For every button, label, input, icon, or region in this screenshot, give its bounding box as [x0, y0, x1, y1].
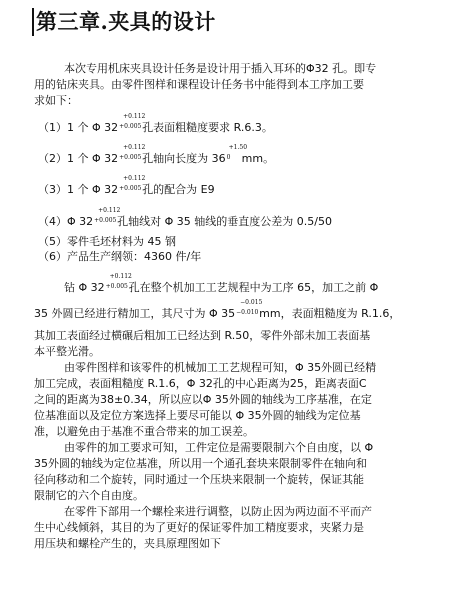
tolerance-mark: +0.112 +0.005 [119, 144, 146, 161]
para2-line4: 本平整光滑。 [34, 345, 100, 358]
para2-line2: 35 外圆已经进行精加工，其尺寸为 Φ 35 −0.015 −0.010 mm，表面粗糙度为 R.1.6， [34, 299, 401, 320]
para3-line3: 之间的距离为38±0.34，所以应以Φ 35外圆的轴线为工序基准，在定 [34, 393, 372, 406]
para4-line1: 由零件的加工要求可知，工件定位是需要限制六个自由度，以 Φ [64, 441, 374, 454]
tolerance-mark: +0.112 +0.005 [105, 273, 132, 290]
para1-line2: 用的钻床夹具。由零件图样和课程设计任务书中能得到本工序加工要 [34, 78, 364, 91]
para3-line1: 由零件图样和该零件的机械加工工艺规程可知，Φ 35外圆已经精 [64, 361, 377, 374]
para5-line1: 在零件下部用一个螺栓来进行调整，以防止因为两边面不平而产 [64, 505, 372, 518]
requirement-item-5: （5）零件毛坯材料为 45 钢 [38, 235, 176, 248]
requirement-item-1: （1）1 个 Φ 32 +0.112 +0.005 孔表面粗糙度要求 R.6.3。 [38, 113, 273, 134]
para3-line5: 准，以避免由于基准不重合带来的加工误差。 [34, 425, 254, 438]
para1-line3: 求如下： [34, 94, 78, 107]
requirement-item-6: （6）产品生产纲领：4360 件/年 [38, 250, 202, 263]
tolerance-mark: −0.015 −0.010 [236, 299, 263, 316]
chapter-title: 第三章.夹具的设计 [32, 8, 216, 36]
tolerance-mark: +0.112 +0.005 [94, 207, 121, 224]
para1-line1: 本次专用机床夹具设计任务是设计用于插入耳环的Φ32 孔。即专 [64, 62, 377, 75]
para5-line3: 用压块和螺栓产生的，夹具原理图如下 [34, 537, 221, 550]
para5-line2: 生中心线倾斜，其目的为了更好的保证零件加工精度要求，夹紧力是 [34, 521, 364, 534]
para3-line2: 加工完成，表面粗糙度 R.1.6，Φ 32孔的中心距离为25，距离表面C [34, 377, 367, 390]
para4-line2: 35外圆的轴线为定位基准，所以用一个通孔套块来限制零件在轴向和 [34, 457, 367, 470]
length-tolerance-mark: +1.50 0 [226, 144, 248, 161]
tolerance-mark: +0.112 +0.005 [119, 113, 146, 130]
para4-line4: 限制它的六个自由度。 [34, 489, 144, 502]
para2-line3: 其加工表面经过横碾后粗加工已经达到 R.50，零件外部未加工表面基 [34, 329, 371, 342]
requirement-item-2: （2）1 个 Φ 32 +0.112 +0.005 孔轴向长度为 36 +1.50 0 mm。 [38, 144, 275, 165]
requirement-item-4: （4）Φ 32 +0.112 +0.005 孔轴线对 Φ 35 轴线的垂直度公差为 0.5/50 [38, 207, 332, 228]
para4-line3: 径向移动和二个旋转，同时通过一个压块来限制一个旋转，保证其能 [34, 473, 364, 486]
tolerance-mark: +0.112 +0.005 [119, 175, 146, 192]
para2-line1: 钻 Φ 32 +0.112 +0.005 孔在整个机加工工艺规程中为工序 65，加工之前 Φ [64, 273, 379, 294]
requirement-item-3: （3）1 个 Φ 32 +0.112 +0.005 孔的配合为 E9 [38, 175, 215, 196]
para3-line4: 位基准面以及定位方案选择上要尽可能以 Φ 35外圆的轴线为定位基 [34, 409, 361, 422]
